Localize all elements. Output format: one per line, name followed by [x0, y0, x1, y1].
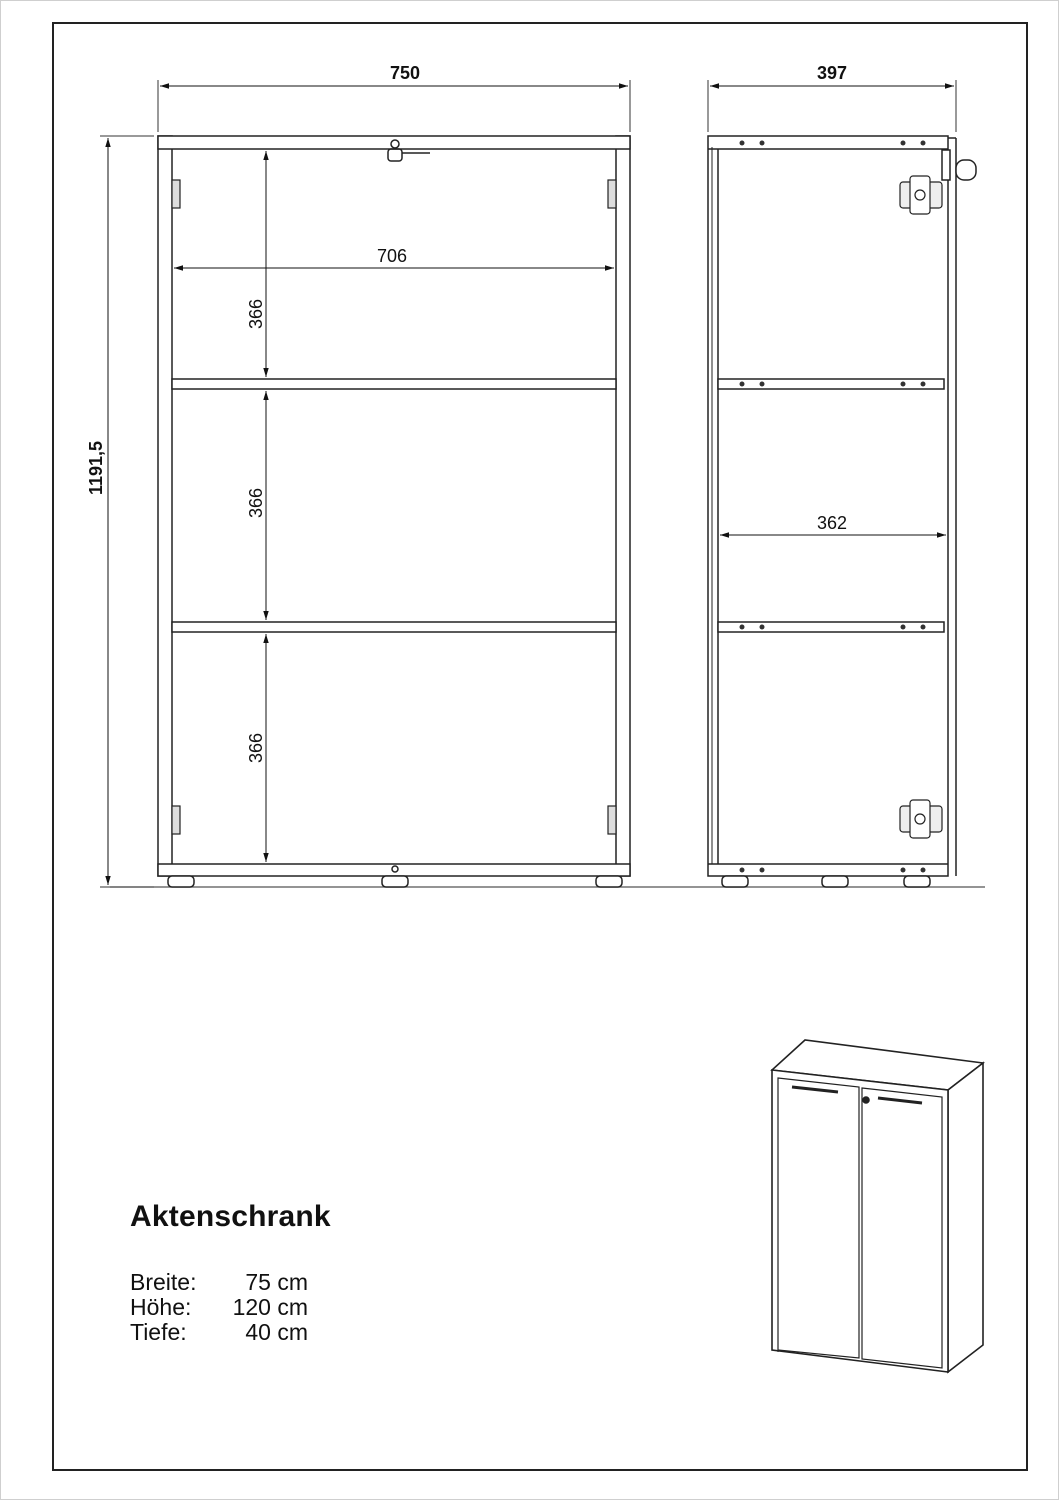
foot	[168, 876, 194, 887]
side-view	[708, 136, 976, 887]
side-outline	[708, 136, 948, 876]
spec-label: Breite:	[130, 1269, 197, 1295]
left-side-panel	[158, 136, 172, 876]
compartment-2-label: 366	[246, 487, 266, 519]
spec-label: Höhe:	[130, 1294, 192, 1320]
shelf-1	[172, 379, 616, 389]
inner-depth-label: 362	[816, 513, 848, 533]
depth-dimension	[708, 63, 956, 132]
width-dimension	[158, 63, 630, 132]
right-side-panel	[616, 136, 630, 876]
compartment-1-label: 366	[246, 298, 266, 330]
hinge-icon	[172, 180, 616, 834]
spec-row-depth	[130, 1320, 530, 1345]
depth-label: 397	[816, 63, 848, 83]
lock-icon	[863, 1097, 869, 1103]
top-panel	[158, 136, 630, 149]
compartment-dimensions	[246, 151, 266, 862]
compartment-3-label: 366	[246, 732, 266, 764]
foot	[904, 876, 930, 887]
product-title: Aktenschrank	[130, 1200, 331, 1233]
spec-value: 75 cm	[245, 1269, 308, 1295]
inner-width-dimension	[174, 246, 614, 268]
spec-row-height	[130, 1295, 530, 1320]
foot	[822, 876, 848, 887]
handle-icon	[956, 160, 976, 180]
foot	[382, 876, 408, 887]
spec-row-width	[130, 1270, 530, 1295]
width-label: 750	[389, 63, 421, 83]
foot	[722, 876, 748, 887]
cabinet-illustration	[772, 1040, 983, 1372]
spec-label: Tiefe:	[130, 1319, 187, 1345]
side-shelf-1	[718, 379, 944, 389]
spec-value: 40 cm	[245, 1319, 308, 1345]
shelf-2	[172, 622, 616, 632]
height-label: 1191,5	[86, 440, 106, 496]
spec-value: 120 cm	[232, 1294, 308, 1320]
foot	[596, 876, 622, 887]
inner-width-label: 706	[376, 246, 408, 266]
height-dimension	[86, 136, 154, 887]
product-info	[130, 1200, 530, 1345]
side-shelf-2	[718, 622, 944, 632]
